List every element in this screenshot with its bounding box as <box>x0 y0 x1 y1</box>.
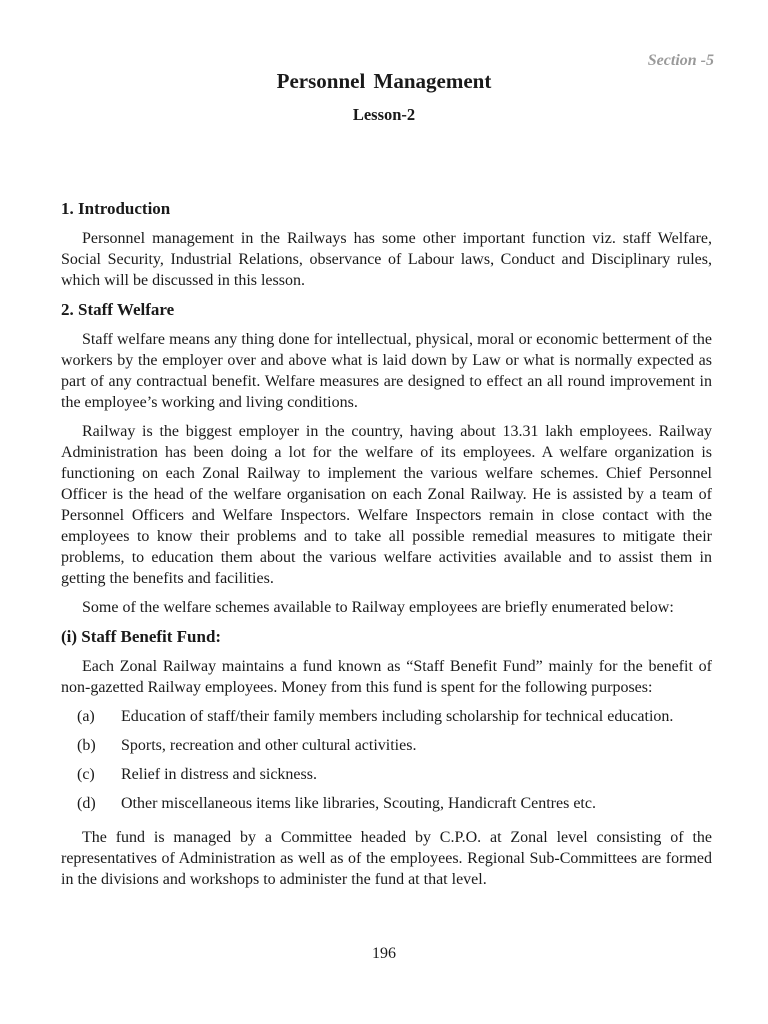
list-item <box>61 764 712 793</box>
list-item-label: (a) <box>77 708 95 725</box>
page-title: Personnel Management <box>276 69 492 93</box>
purposes-list <box>61 706 712 822</box>
list-item-label: (b) <box>77 737 96 754</box>
list-item-text: Education of staff/their family members including scholarship for technical education. <box>121 708 674 725</box>
list-item-text: Relief in distress and sickness. <box>121 766 317 783</box>
staff-benefit-fund-paragraph-2: The fund is managed by a Committee headed by C.P.O. at Zonal level consisting of the representatives of Administration as well as of the employees. Regional Sub-Committees are formed in the divisions and workshops to administer the fund at that level. <box>61 829 712 888</box>
staff-benefit-fund-paragraph-1: Each Zonal Railway maintains a fund known as “Staff Benefit Fund” mainly for the benefit of non-gazetted Railway employees. Money from this fund is spent for the following purposes: <box>61 658 712 696</box>
lesson-label: Lesson-2 <box>352 105 416 124</box>
list-item <box>61 706 712 735</box>
list-item <box>61 735 712 764</box>
document-body <box>61 198 712 898</box>
introduction-heading: 1. Introduction <box>61 199 171 218</box>
page-number: 196 <box>372 945 396 962</box>
list-item-label: (d) <box>77 795 96 812</box>
staff-benefit-fund-heading: (i) Staff Benefit Fund: <box>61 627 222 646</box>
staff-welfare-paragraph-3: Some of the welfare schemes available to Railway employees are briefly enumerated below: <box>82 599 674 616</box>
list-item <box>61 793 712 822</box>
section-label: Section -5 <box>647 52 714 69</box>
staff-welfare-heading: 2. Staff Welfare <box>61 300 175 319</box>
list-item-text: Other miscellaneous items like libraries, Scouting, Handicraft Centres etc. <box>121 795 596 812</box>
list-item-label: (c) <box>77 766 95 783</box>
list-item-text: Sports, recreation and other cultural activities. <box>121 737 417 754</box>
staff-welfare-paragraph-1: Staff welfare means any thing done for intellectual, physical, moral or economic betterment of the workers by the employer over and above what is laid down by Law or what is normally expected as part of any contractual benefit. Welfare measures are designed to effect an all round improvement in the employee’s working and living conditions. <box>61 331 712 411</box>
staff-welfare-paragraph-2: Railway is the biggest employer in the country, having about 13.31 lakh employees. Railway Administration has been doing a lot for the welfare of its employees. A welfare organization is functioning on each Zonal Railway to implement the various welfare schemes. Chief Personnel Officer is the head of the welfare organisation on each Zonal Railway. He is assisted by a team of Personnel Officers and Welfare Inspectors. Welfare Inspectors remain in close contact with the employees to know their problems and to take all possible remedial measures to mitigate their problems, to education them about the various welfare activities available and to assist them in getting the benefits and facilities. <box>61 423 712 587</box>
introduction-paragraph: Personnel management in the Railways has some other important function viz. staff Welfare, Social Security, Industrial Relations, observance of Labour laws, Conduct and Disciplinary rules, which will be discussed in this lesson. <box>61 230 712 289</box>
